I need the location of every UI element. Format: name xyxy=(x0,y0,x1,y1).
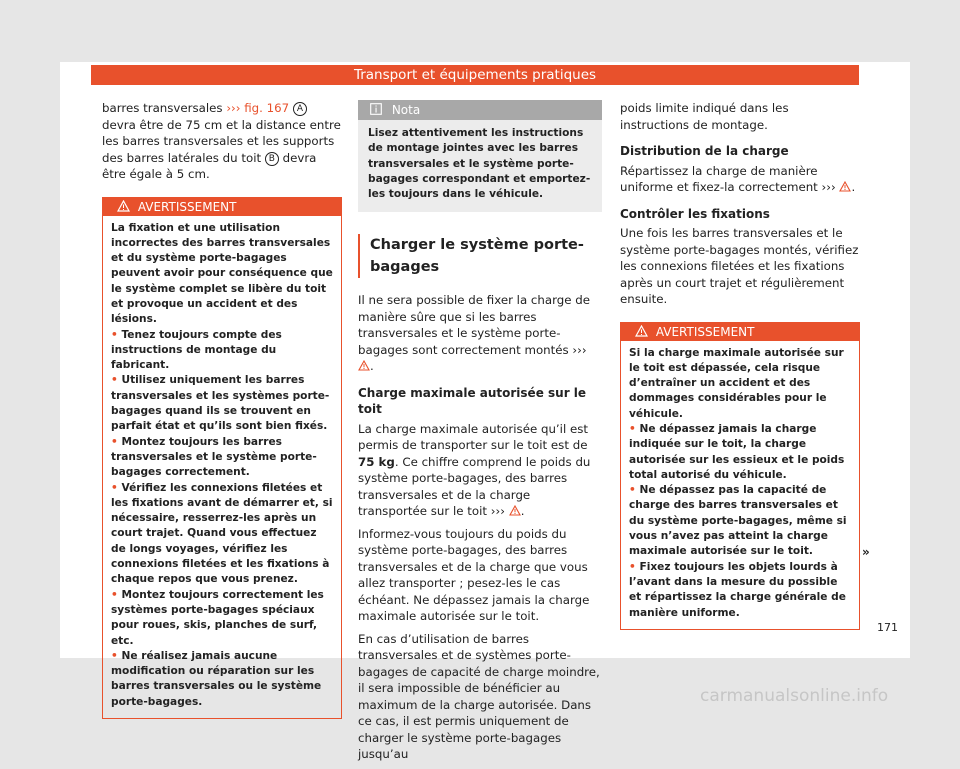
paragraph: Informez-vous toujours du poids du système porte-bagages, des barres transversales et de la charge que vous allez transporter ; pesez-les le cas échéant. Ne dépassez jamais la charge maximale autorisée sur le toit. xyxy=(358,526,590,624)
subheading: Contrôler les fixations xyxy=(620,206,770,221)
section-title: Charger le système porte-bagages xyxy=(358,234,602,278)
warning-item: • Montez toujours les barres transversales et le système porte-bagages correctement. xyxy=(111,435,317,479)
note-header: Nota xyxy=(358,100,602,120)
figure-reference-link[interactable]: ››› fig. 167 xyxy=(226,101,290,115)
column-right xyxy=(620,100,860,630)
column-middle xyxy=(358,100,602,769)
warning-box xyxy=(102,197,342,720)
warning-item: • Fixez toujours les objets lourds à l’avant dans la mesure du possible et répartissez la charge générale de manière uniforme. xyxy=(629,560,846,619)
warning-item: • Montez toujours correctement les systèmes porte-bagages spéciaux pour roues, skis, planches de surf, etc. xyxy=(111,588,324,647)
warning-triangle-icon xyxy=(635,325,648,337)
page-number: 171 xyxy=(877,621,898,634)
page-header: Transport et équipements pratiques xyxy=(91,65,859,85)
warning-header: AVERTISSEMENT xyxy=(621,323,859,341)
marker-b: B xyxy=(265,152,279,166)
intro-paragraph: barres transversales ››› fig. 167 A devra être de 75 cm et la distance entre les barres transversales et les supports des barres latérales du toit B devra être égale à 5 cm. xyxy=(102,101,341,181)
paragraph: poids limite indiqué dans les instructions de montage. xyxy=(620,101,789,132)
paragraph: Répartissez la charge de manière uniforme et fixez-la correctement ››› . xyxy=(620,163,856,194)
paragraph: Une fois les barres transversales et le système porte-bagages montés, vérifiez les connexions filetées et les fixations après un court trajet et régulièrement ensuite. xyxy=(620,226,859,306)
warning-box xyxy=(620,322,860,630)
warning-item: • Tenez toujours compte des instructions de montage du fabricant. xyxy=(111,328,282,372)
note-box xyxy=(358,100,602,212)
paragraph: La charge maximale autorisée qu’il est permis de transporter sur le toit est de 75 kg. Ce chiffre comprend le poids du système porte-bagages, des barres transversales et de la charge transportée sur le toit ››› . xyxy=(358,421,591,519)
warning-item: • Utilisez uniquement les barres transversales et les systèmes porte-bagages quand ils se trouvent en parfait état et qu’ils sont bien fixés. xyxy=(111,374,330,433)
subheading: Charge maximale autorisée sur le toit xyxy=(358,385,587,417)
warning-item: • Ne dépassez pas la capacité de charge des barres transversales et du système porte-bagages, même si vous n’avez pas atteint la charge maximale autorisée sur le toit. xyxy=(629,484,847,558)
warning-item: • Ne dépassez jamais la charge indiquée sur le toit, la charge autorisée sur les essieux et le poids total autorisé du véhicule. xyxy=(629,422,845,481)
warning-body xyxy=(621,341,859,629)
watermark: carmanualsonline.info xyxy=(700,686,889,706)
warning-item: • Ne réalisez jamais aucune modification ou réparation sur les barres transversales ou le système porte-bagages. xyxy=(111,649,322,708)
info-square-icon xyxy=(370,103,382,115)
subheading: Distribution de la charge xyxy=(620,144,789,158)
note-body: Lisez attentivement les instructions de montage jointes avec les barres transversales et le système porte-bagages correspondant et emportez-les toujours dans le véhicule. xyxy=(368,127,591,201)
column-left xyxy=(102,100,342,719)
warning-triangle-icon xyxy=(117,200,130,212)
warning-header: AVERTISSEMENT xyxy=(103,198,341,216)
warning-item: • Vérifiez les connexions filetées et les fixations avant de démarrer et, si nécessaire, resserrez-les après un court trajet. Quand vous effectuez de longs voyages, vérifiez les connexions filetées et les fixations à chaque repos que vous prenez. xyxy=(111,481,333,586)
paragraph: Il ne sera possible de fixer la charge de manière sûre que si les barres transversales et le système porte-bagages sont correctement montés ››› . xyxy=(358,293,591,374)
warning-triangle-icon xyxy=(839,181,851,192)
warning-intro: La fixation et une utilisation incorrectes des barres transversales et du système porte-bagages peuvent avoir pour conséquence que le système complet se libère du toit et provoque un accident et des lésions. xyxy=(111,221,333,326)
continued-marker: » xyxy=(862,545,870,559)
warning-intro: Si la charge maximale autorisée sur le toit est dépassée, cela risque d’entraîner un accident et des dommages considérables pour le véhicule. xyxy=(629,346,844,420)
paragraph: En cas d’utilisation de barres transversales et de systèmes porte-bagages de capacité de charge moindre, il sera impossible de bénéficier au maximum de la charge autorisée. Dans ce cas, il est permis uniquement de charger le système porte-bagages jusqu’au xyxy=(358,631,600,762)
warning-body xyxy=(103,216,341,719)
warning-triangle-icon xyxy=(509,505,521,516)
marker-a: A xyxy=(293,102,307,116)
warning-triangle-icon xyxy=(358,360,370,371)
